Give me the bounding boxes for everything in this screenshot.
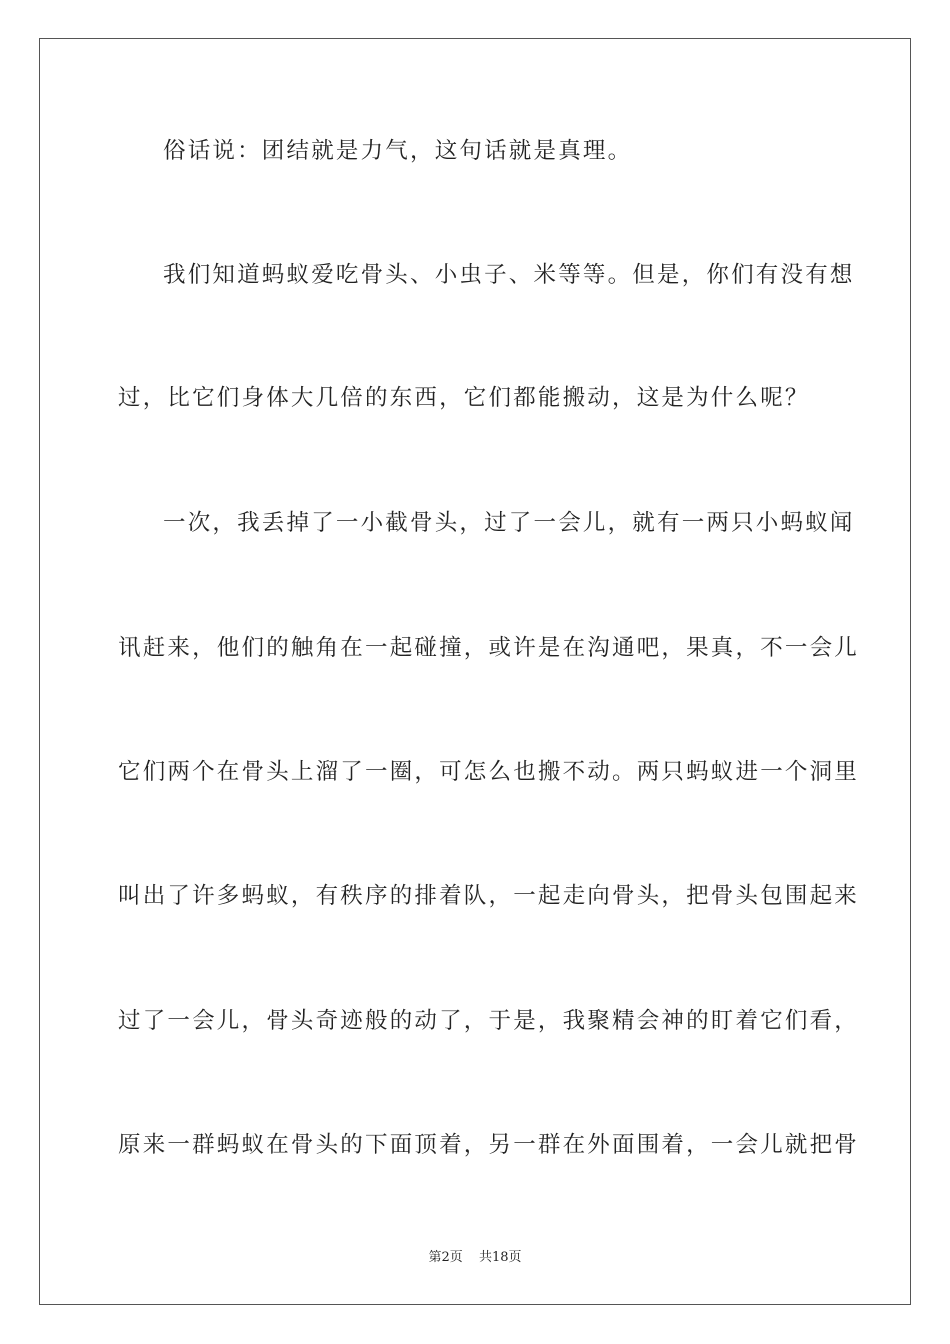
page-footer bbox=[0, 1246, 950, 1265]
paragraph-line: 我们知道蚂蚁爱吃骨头、小虫子、米等等。但是，你们有没有想 bbox=[163, 262, 855, 288]
paragraph-line: 叫出了许多蚂蚁，有秩序的排着队，一起走向骨头，把骨头包围起来 bbox=[118, 883, 860, 909]
paragraph-line: 过，比它们身体大几倍的东西，它们都能搬动，这是为什么呢？ bbox=[118, 385, 810, 411]
paragraph-line: 俗话说：团结就是力气，这句话就是真理。 bbox=[163, 138, 633, 164]
paragraph-line: 讯赶来，他们的触角在一起碰撞，或许是在沟通吧，果真，不一会儿 bbox=[118, 635, 860, 661]
page-total: 共18页 bbox=[478, 1250, 522, 1265]
paragraph-line: 它们两个在骨头上溜了一圈，可怎么也搬不动。两只蚂蚁进一个洞里 bbox=[118, 759, 860, 785]
page-border bbox=[39, 38, 911, 1305]
paragraph-line: 原来一群蚂蚁在骨头的下面顶着，另一群在外面围着，一会儿就把骨 bbox=[118, 1132, 860, 1158]
page-number: 第2页 bbox=[428, 1250, 463, 1265]
paragraph-line: 一次，我丢掉了一小截骨头，过了一会儿，就有一两只小蚂蚁闻 bbox=[163, 510, 855, 536]
paragraph-line: 过了一会儿，骨头奇迹般的动了，于是，我聚精会神的盯着它们看， bbox=[118, 1008, 860, 1034]
